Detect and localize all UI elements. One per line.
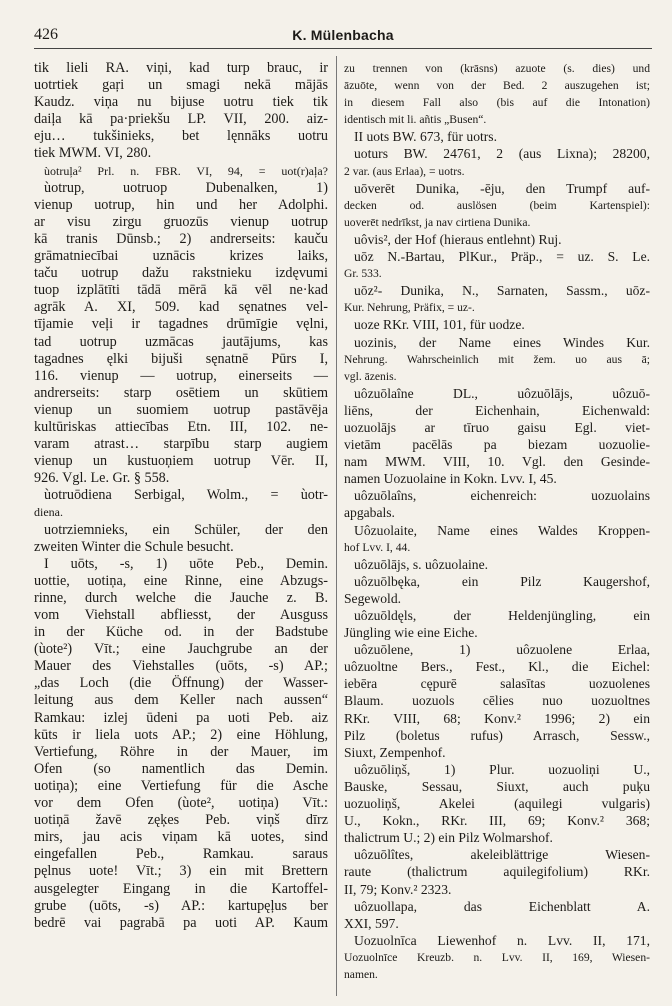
column-divider [336, 56, 337, 996]
text-line: Kaudz. viņa nu bijuse uotru tiek tik [34, 94, 328, 111]
text-line: uoverēt nedrīkst, ja nav cirtiena Dunika. [344, 215, 531, 229]
text-line: uôzuōlaîns, eichenreich: uozuolains [354, 488, 650, 504]
text-line: liēns, der Eichenhain, Eichenwald: [344, 402, 650, 418]
running-title: K. Mülenbacha [292, 27, 394, 43]
text-line: bedrē vai pagrabā pa uoti AP. Kaum [34, 914, 328, 931]
text-line: tik lieli RA. viņi, kad turp brauc, ir [34, 60, 328, 76]
text-line: II, 79; Konv.² 2323. [344, 881, 452, 897]
text-line: Bauske, Sessau, Siuxt, auch puķu [344, 778, 650, 794]
text-line: vietām pacēlās pa biezam uozuolie- [344, 437, 650, 453]
text-line: daiļa kā pa·priekšu LP. VII, 200. aiz- [34, 111, 328, 128]
text-line: Siuxt, Zempenhof. [344, 744, 446, 760]
text-line: uôzuōlîtes, akeleiblättrige Wiesen- [354, 847, 650, 863]
text-line: kūts ir liela uots AP.; 2) eine Höhlung, [34, 726, 328, 743]
text-line: ùotruōdiena Serbigal, Wolm., = ùotr- [44, 487, 328, 504]
text-line: tījamie veļi ir tagadnes drūmīgie vęlni, [34, 316, 328, 333]
text-line: rinne, durch welche die Jauche z. B. [34, 589, 328, 606]
text-line: uôzuōlbęka, ein Pilz Kaugershof, [354, 573, 650, 589]
text-line: uotrziemnieks, ein Schüler, der den [44, 521, 328, 538]
text-line: andrerseits: starp osētiem un skūtiem [34, 384, 328, 401]
text-line: thalictrum U.; 2) ein Pilz Wolmarshof. [344, 830, 553, 846]
text-line: uoze RKr. VIII, 101, für uodze. [354, 317, 525, 333]
text-line: vgl. āzenis. [344, 369, 397, 383]
text-line: 926. Vgl. Le. Gr. § 558. [34, 470, 170, 487]
text-line: apgabals. [344, 505, 395, 521]
text-line: tiek MWM. VI, 280. [34, 145, 152, 162]
text-line: eju… tukšinieks, bet lęnnāks uotru [34, 128, 328, 145]
text-line: uozuolājs ar tīruo gaisu Egl. viet- [344, 419, 650, 435]
text-line: Vertiefung, Röhre in der Mauer, im [34, 743, 328, 760]
text-line: varam atrast… starpību starp augiem [34, 436, 328, 453]
text-line: uotiņā žavē zęķes Peb. viņš dīrz [34, 812, 328, 829]
text-line: uōz N.-Bartau, PlKur., Präp., = uz. S. Le. [354, 249, 650, 265]
text-line: Uozuolnīce Kreuzb. n. Lvv. II, 169, Wiesen- [344, 950, 650, 964]
text-line: vor dem Ofen (ùote², uotiņa) Vīt.: [34, 795, 328, 812]
text-line: 2 var. (aus Erlaa), = uotrs. [344, 164, 465, 178]
text-line: vienup un kustuoņiem uotrup Vēr. II, [34, 453, 328, 470]
text-line: uottie, uotiņa, eine Rinne, eine Abzugs- [34, 572, 328, 589]
text-line: ausgelegter Eingang in die Kartoffel- [34, 880, 328, 897]
text-line: Mauer des Viehstalles (uōts, -s) AP.; [34, 658, 328, 675]
text-line: uozuoliņš, Akelei (aquilegi vulgaris) [344, 796, 650, 812]
page-number: 426 [34, 26, 58, 43]
text-line: uôvis², der Hof (hieraus entlehnt) Ruj. [354, 231, 562, 247]
text-line: uotrtiek gaŗi un smagi nekā mājās [34, 77, 328, 94]
text-line: uotiņa); eine Vertiefung für die Asche [34, 777, 328, 794]
text-line: uoturs BW. 24761, 2 (aus Lixna); 28200, [354, 146, 650, 162]
text-line: Ramkau: izlej ūdeni pa uoti Peb. aiz [34, 709, 328, 726]
text-line: Uozuolnīca Liewenhof n. Lvv. II, 171, [354, 932, 650, 948]
text-line: Pilz (boletus rufus) Arrasch, Sessw., [344, 727, 650, 743]
text-line: ùotruļa² Prl. n. FBR. VI, 94, = uot(r)aļa? [44, 163, 328, 178]
text-line: vienup un suomiem uotrup pastāvēja [34, 401, 328, 418]
text-line: uōz²- Dunika, N., Sarnaten, Sassm., uōz- [354, 283, 650, 299]
text-line: Blaum. uozuols cēlies nuo uozuoltnes [344, 693, 650, 709]
text-line: zu trennen von (krāsns) azuote (s. dies) und [344, 62, 650, 75]
text-line: tad uotrup uzmācas jautājums, kas [34, 333, 328, 350]
text-line: uôzuōliņš, 1) Plur. uozuoliņi U., [354, 761, 650, 777]
text-line: identisch mit li. añtis „Busen“. [344, 113, 487, 127]
text-line: II uots BW. 673, für uotrs. [354, 129, 497, 145]
text-line: zweiten Winter die Schule besucht. [34, 538, 234, 555]
text-line: decken od. auslösen (beim Kartenspiel): [344, 198, 650, 212]
text-line: U., Kokn., RKr. III, 69; Konv.² 368; [344, 813, 650, 829]
text-line: tuop izplātīti tādā mērā kā vēl ne·kad [34, 282, 328, 299]
text-line: āzuōte, wenn von der Bed. 2 auszugehen ist; [344, 79, 650, 93]
text-line: namen. [344, 967, 378, 981]
text-line: uôzuollapa, das Eichenblatt A. [354, 898, 650, 914]
text-line: eingefallen Peb., Ramkau. saraus [34, 846, 328, 863]
text-line: ùotrup, uotruop Dubenalken, 1) [44, 179, 328, 196]
text-line: uôzuoltne Bers., Fest., Kl., die Eichel: [344, 659, 650, 675]
text-line: Kur. Nehrung, Präfix, = uz-. [344, 301, 475, 315]
text-line: ar visu zirgu gruozūs vienup uotrup [34, 213, 328, 230]
text-line: nam MWM. VIII, 10. Vgl. den Gesinde- [344, 454, 650, 470]
left-column [34, 60, 328, 995]
text-line: kultūriskas attiecības Etn. III, 102. ne- [34, 418, 328, 435]
text-line: grube (uōts, -s) AP.: kartupęļus ber [34, 897, 328, 914]
text-line: uōverēt Dunika, -ēju, den Trumpf auf- [354, 180, 650, 196]
text-line: tagadnes ęlki bijuši sęnatnē Pūrs I, [34, 350, 328, 367]
text-line: uôzuōlaîne DL., uôzuōlājs, uôzuō- [354, 385, 650, 401]
text-line: hof Lvv. I, 44. [344, 540, 411, 554]
text-line: iebēra cępurē salasītas uozuolenes [344, 676, 650, 692]
text-line: XXI, 597. [344, 915, 399, 931]
page-header [34, 26, 652, 49]
text-line: 116. vienup — uotrup, einerseits — [34, 367, 328, 384]
text-line: in der Küche od. in der Badstube [34, 624, 328, 641]
text-line: uôzuōlene, 1) uôzuolene Erlaa, [354, 642, 650, 658]
text-line: Segewold. [344, 590, 402, 606]
text-line: diena. [34, 505, 63, 520]
text-line: raute (thalictrum aquilegifolium) RKr. [344, 864, 650, 880]
text-line: Jüngling wie eine Eiche. [344, 625, 478, 641]
text-line: Ofen (so namentlich das Demin. [34, 760, 328, 777]
text-line: grāmatniecībai uznācis krizes laiks, [34, 248, 328, 265]
text-line: agrāk A. XI, 509. kad sęnatnes vel- [34, 299, 328, 316]
text-line: namen Uozuolaine in Kokn. Lvv. I, 45. [344, 471, 557, 487]
text-line: uôzuōldęls, der Heldenjüngling, ein [354, 608, 650, 623]
text-line: mirs, jau acis viņam kā uotes, sind [34, 829, 328, 846]
text-line: RKr. VIII, 68; Konv.² 1996; 2) ein [344, 710, 650, 726]
text-line: leitung aus dem Keller nach aussen“ [34, 692, 328, 709]
text-line: (ùote²) Vīt.; eine Jauchgrube an der [34, 641, 328, 658]
text-line: Nehrung. Wahrscheinlich mit žem. uo aus ā; [344, 352, 650, 366]
text-line: uozinis, der Name eines Windes Kur. [354, 334, 650, 350]
text-line: vom Viehstall abfliesst, der Ausguss [34, 607, 328, 623]
text-line: in diesem Fall also (bis auf die Intonation) [344, 96, 650, 110]
text-line: vienup uotrup, hin und her Adolphi. [34, 196, 328, 213]
text-line: „das Loch (die Öffnung) der Wasser- [34, 675, 328, 692]
text-line: Uôzuolaite, Name eines Waldes Kroppen- [354, 522, 650, 538]
text-line: kā tranis Dūnsb.; 2) andrerseits: kauču [34, 230, 328, 247]
text-line: uôzuōlājs, s. uôzuolaine. [354, 556, 489, 572]
text-line: pęlnus uote! Vīt.; 3) ein mit Brettern [34, 863, 328, 880]
text-line: taču uotrup dažu rakstnieku izdęvumi [34, 265, 328, 282]
text-line: Gr. 533. [344, 267, 382, 281]
right-column [344, 60, 650, 995]
text-line: I uōts, -s, 1) uōte Peb., Demin. [44, 555, 328, 572]
